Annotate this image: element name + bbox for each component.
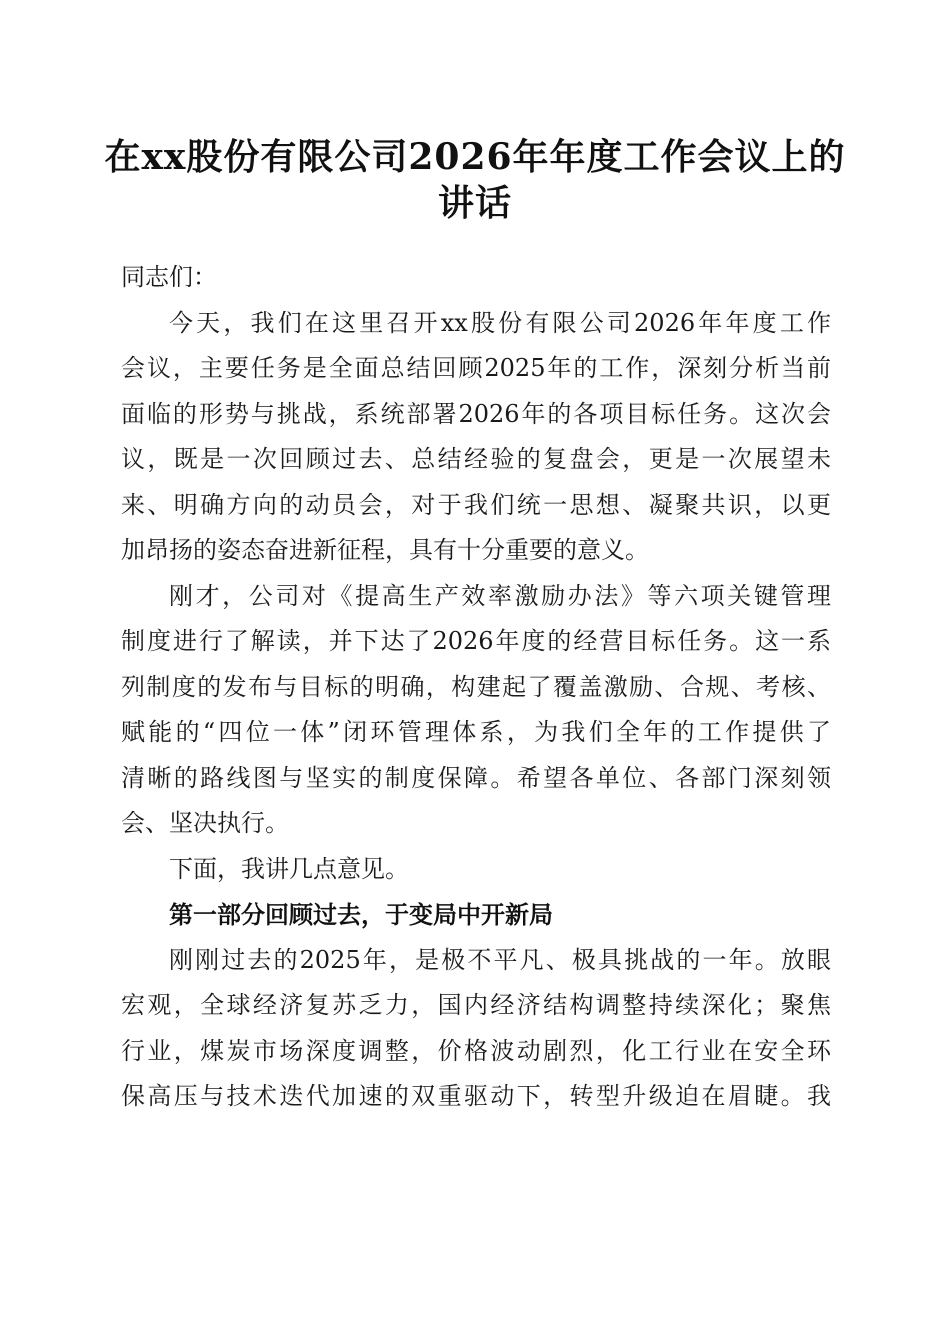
paragraph-1-line: 会议，主要任务是全面总结回顾2025年的工作，深刻分析当前	[121, 354, 831, 382]
paragraph-1-line: 议，既是一次回顾过去、总结经验的复盘会，更是一次展望未	[121, 445, 831, 473]
paragraph-1-line: 加昂扬的姿态奋进新征程，具有十分重要的意义。	[121, 536, 649, 564]
paragraph-2-line: 赋能的“四位一体”闭环管理体系，为我们全年的工作提供了	[121, 718, 831, 746]
title-line-2: 讲话	[437, 182, 512, 224]
paragraph-4-line: 宏观，全球经济复苏乏力，国内经济结构调整持续深化；聚焦	[121, 991, 831, 1019]
document-title	[100, 134, 850, 226]
paragraph-2-line: 清晰的路线图与坚实的制度保障。希望各单位、各部门深刻领	[121, 763, 831, 792]
paragraph-1-line: 面临的形势与挑战，系统部署2026年的各项目标任务。这次会	[121, 399, 831, 428]
paragraph-2-line: 列制度的发布与目标的明确，构建起了覆盖激励、合规、考核、	[121, 672, 831, 701]
paragraph-4-line: 保高压与技术迭代加速的双重驱动下，转型升级迫在眉睫。我	[121, 1082, 831, 1110]
salutation: 同志们：	[121, 263, 217, 291]
paragraph-3: 下面，我讲几点意见。	[169, 854, 409, 883]
title-line-1: 在xx股份有限公司2026年年度工作会议上的	[104, 136, 846, 178]
section-1-heading: 第一部分回顾过去，于变局中开新局	[169, 900, 553, 929]
paragraph-1-line: 今天，我们在这里召开xx股份有限公司2026年年度工作	[169, 308, 831, 337]
paragraph-2-line: 制度进行了解读，并下达了2026年度的经营目标任务。这一系	[121, 627, 831, 655]
document-body	[121, 255, 831, 1120]
paragraph-4-line: 行业，煤炭市场深度调整，价格波动剧烈，化工行业在安全环	[121, 1036, 831, 1065]
paragraph-2-line: 会、坚决执行。	[121, 809, 289, 837]
paragraph-2-line: 刚才，公司对《提高生产效率激励办法》等六项关键管理	[169, 581, 831, 610]
paragraph-1-line: 来、明确方向的动员会，对于我们统一思想、凝聚共识，以更	[121, 490, 831, 519]
paragraph-4-line: 刚刚过去的2025年，是极不平凡、极具挑战的一年。放眼	[169, 945, 831, 974]
